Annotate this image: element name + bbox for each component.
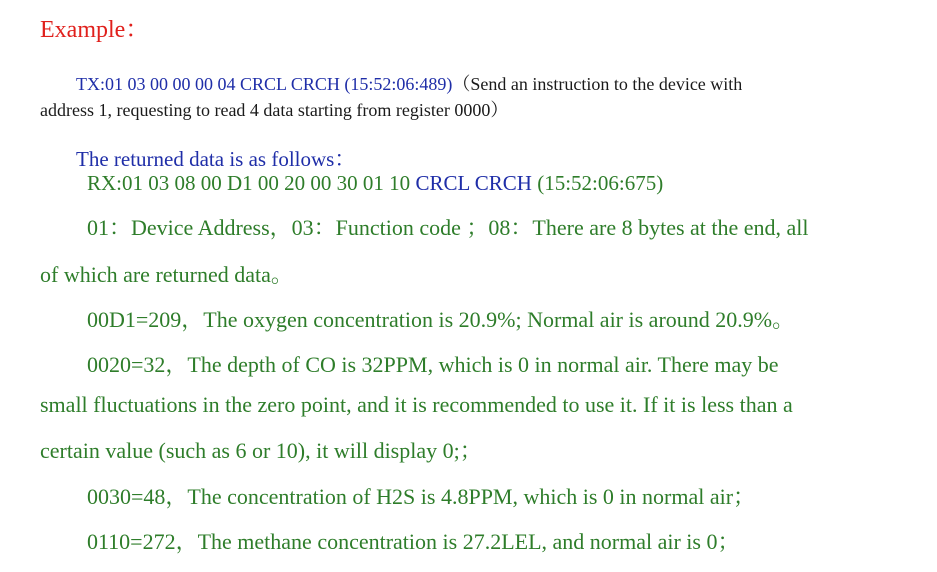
tx-command-text: TX:01 03 00 00 00 04 CRCL CRCH (15:52:06:489) — [76, 74, 453, 94]
methane-explanation: 0110=272，The methane concentration is 27.2LEL, and normal air is 0； — [87, 529, 740, 554]
oxygen-explanation: 00D1=209，The oxygen concentration is 20.9%; Normal air is around 20.9%。 — [87, 307, 795, 332]
returned-heading: The returned data is as follows： — [76, 147, 356, 171]
rx-crc: CRCL CRCH — [415, 171, 532, 195]
co-explanation: 0020=32，The depth of CO is 32PPM, which is 0 in normal air. There may be — [87, 352, 779, 377]
co-explanation-continued-2: certain value (such as 6 or 10), it will display 0;； — [40, 438, 482, 463]
rx-time: (15:52:06:675) — [537, 171, 664, 195]
co-explanation-continued-1: small fluctuations in the zero point, and it is recommended to use it. If it is less than a — [40, 392, 793, 417]
rx-data: RX:01 03 08 00 D1 00 20 00 30 01 10 — [87, 171, 411, 195]
example-title: Example： — [40, 17, 150, 43]
tx-command — [76, 70, 742, 96]
field-explanation-continued: of which are returned data。 — [40, 262, 293, 287]
rx-response — [87, 171, 663, 196]
tx-description-start: （Send an instruction to the device with — [452, 74, 743, 94]
h2s-explanation: 0030=48，The concentration of H2S is 4.8PPM, which is 0 in normal air； — [87, 484, 756, 509]
tx-description-end: address 1, requesting to read 4 data starting from register 0000） — [40, 100, 509, 120]
field-explanation-line: 01：Device Address，03：Function code ；08：There are 8 bytes at the end, all — [87, 215, 809, 240]
